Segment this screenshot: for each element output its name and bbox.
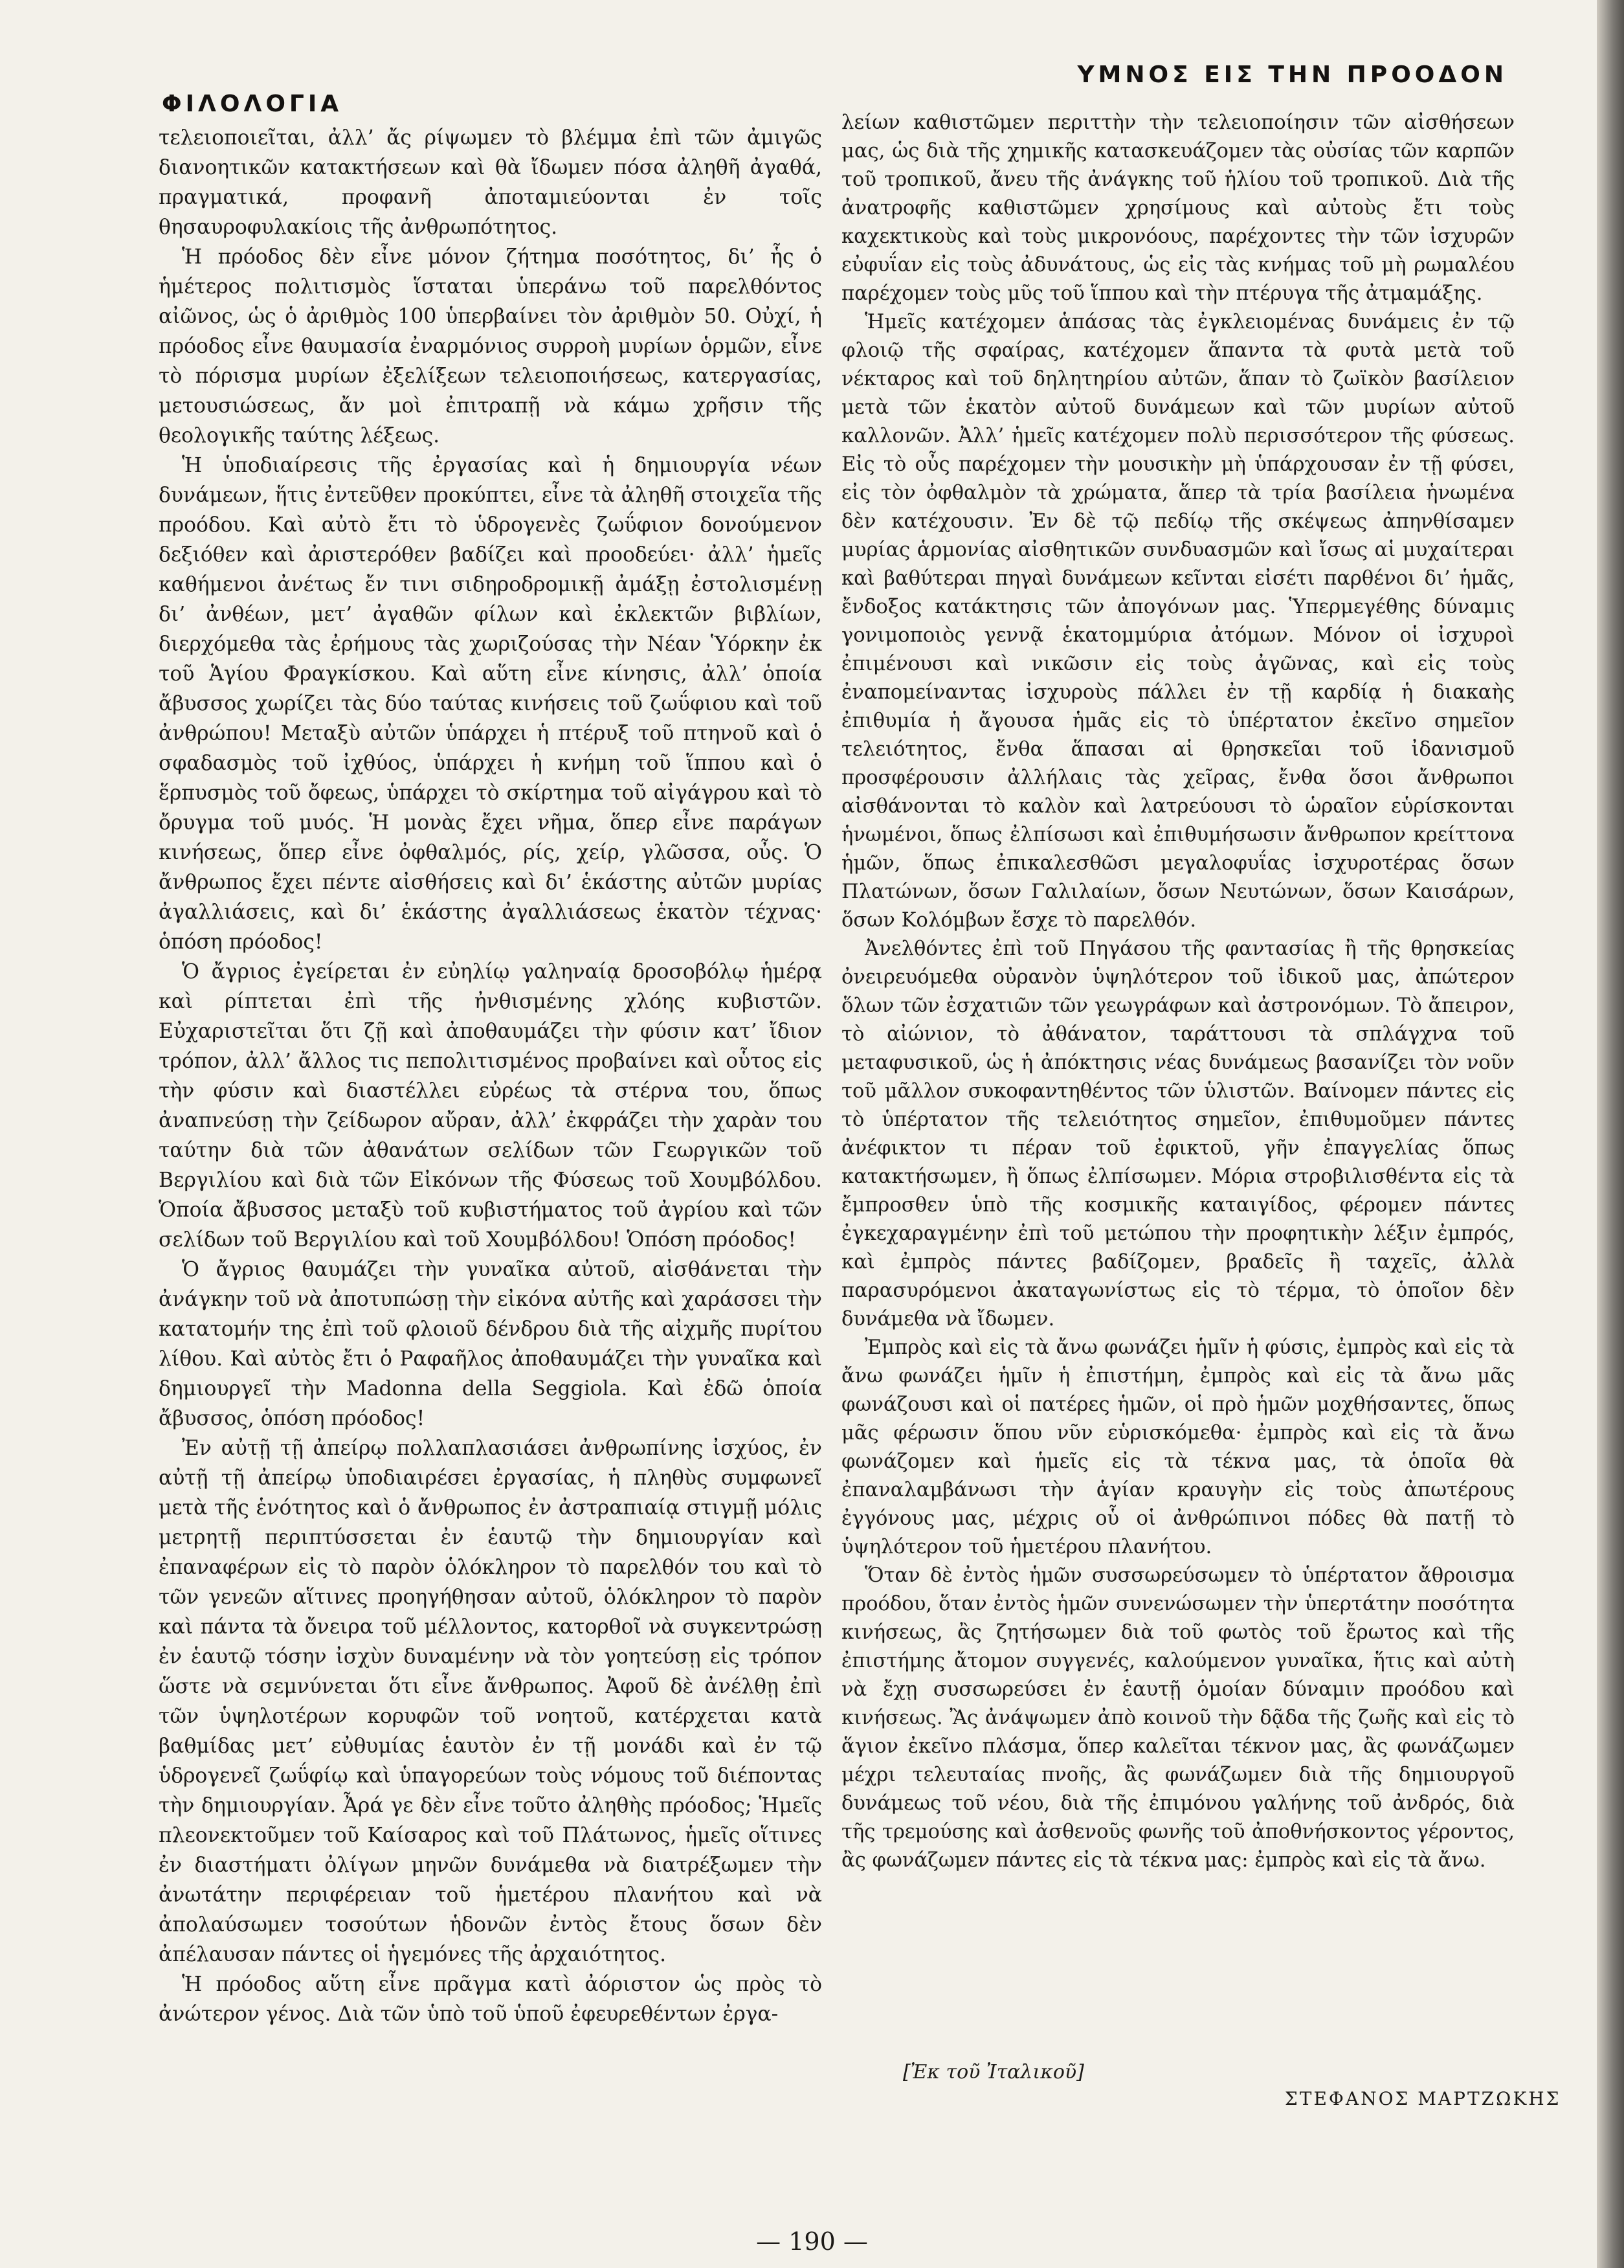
right-column [841, 109, 1515, 1875]
paragraph: Ἡ πρόοδος δὲν εἶνε μόνον ζήτημα ποσότητος, δι’ ἧς ὁ ἡμέτερος πολιτισμὸς ἵσταται ὑπεράνω τοῦ παρελθόντος αἰῶνος, ὡς ὁ ἀριθμὸς 100 ὑπερβαίνει τὸν ἀριθμὸν 50. Οὐχί, ἡ πρόοδος εἶνε θαυμασία ἐναρμόνιος συρροὴ μυρίων ὁρμῶν, εἶνε τὸ πόρισμα μυρίων ἐξελίξεων τελειοποιήσεως, κατεργασίας, μετουσιώσεως, ἄν μοὶ ἐπιτραπῇ νὰ κάμω χρῆσιν τῆς θεολογικῆς ταύτης λέξεως. [159, 245, 822, 447]
paragraph: Ὁ ἄγριος θαυμάζει τὴν γυναῖκα αὐτοῦ, αἰσθάνεται τὴν ἀνάγκην τοῦ νὰ ἀποτυπώσῃ τὴν εἰκόνα αὐτῆς καὶ χαράσσει τὴν κατατομήν της ἐπὶ τοῦ φλοιοῦ δένδρου διὰ τῆς αἰχμῆς πυρίτου λίθου. Καὶ αὐτὸς ἔτι ὁ Ραφαῆλος ἀποθαυμάζει τὴν γυναῖκα καὶ δημιουργεῖ τὴν Madonna della Seggiola. Καὶ ἐδῶ ὁποία ἄβυσσος, ὁπόση πρόοδος! [159, 1258, 822, 1430]
paragraph: Ἐν αὐτῇ τῇ ἀπείρῳ πολλαπλασιάσει ἀνθρωπίνης ἰσχύος, ἐν αὐτῇ τῇ ἀπείρῳ ὑποδιαιρέσει ἐργασίας, ἡ πληθὺς συμφωνεῖ μετὰ τῆς ἑνότητος καὶ ὁ ἄνθρωπος ἐν ἀστραπιαίᾳ στιγμῇ μόλις μετρητῇ περιπτύσσεται ἐν ἑαυτῷ τὴν δημιουργίαν καὶ ἐπαναφέρων εἰς τὸ παρὸν ὁλόκληρον τὸ παρελθόν του καὶ τὸ τῶν γενεῶν αἵτινες προηγήθησαν αὐτοῦ, ὁλόκληρον τὸ παρὸν καὶ πάντα τὰ ὄνειρα τοῦ μέλλοντος, κατορθοῖ νὰ συγκεντρώσῃ ἐν ἑαυτῷ τόσην ἰσχὺν δυναμένην νὰ τὸν γοητεύσῃ εἰς τρόπον ὥστε νὰ σεμνύνεται ὅτι εἶνε ἄνθρωπος. Ἀφοῦ δὲ ἀνέλθῃ ἐπὶ τῶν ὑψηλοτέρων κορυφῶν τοῦ νοητοῦ, κατέρχεται κατὰ βαθμίδας μετ’ εὐθυμίας ἑαυτὸν ἐν τῇ μονάδι καὶ ἐν τῷ ὑδρογενεῖ ζωΰφίῳ καὶ ὑπαγορεύων τοὺς νόμους τοῦ διέποντας τὴν δημιουργίαν. Ἆρά γε δὲν εἶνε τοῦτο ἀληθὴς πρόοδος; Ἡμεῖς πλεονεκτοῦμεν τοῦ Καίσαρος καὶ τοῦ Πλάτωνος, ἡμεῖς οἵτινες ἐν διαστήματι ὀλίγων μηνῶν δυνάμεθα νὰ διατρέξωμεν τὴν ἀνωτάτην περιφέρειαν τοῦ ἡμετέρου πλανήτου καὶ νὰ ἀπολαύσωμεν τοσούτων ἡδονῶν ἐντὸς ἔτους ὅσων δὲν ἀπέλαυσαν πάντες οἱ ἡγεμόνες τῆς ἀρχαιότητος. [159, 1437, 822, 1966]
paragraph: Ἡ πρόοδος αὕτη εἶνε πρᾶγμα κατὶ ἀόριστον ὡς πρὸς τὸ ἀνώτερον γένος. Διὰ τῶν ὑπὸ τοῦ ὑποῦ ἐφευρεθέντων ἐργα- [159, 1973, 822, 2026]
page-number: — 190 — [756, 2227, 868, 2256]
author-signature: ΣΤΕΦΑΝΟΣ ΜΑΡΤΖΩΚΗΣ [1285, 2088, 1561, 2109]
page-edge-shadow [1597, 0, 1624, 2268]
paragraph: Ἡμεῖς κατέχομεν ἁπάσας τὰς ἐγκλειομένας δυνάμεις ἐν τῷ φλοιῷ τῆς σφαίρας, κατέχομεν ἅπαντα τὰ φυτὰ μετὰ τοῦ νέκταρος καὶ τοῦ δηλητηρίου αὐτῶν, ἅπαν τὸ ζωϊκὸν βασίλειον μετὰ τῶν ἑκατὸν αὐτοῦ δυνάμεων καὶ τῶν μυρίων αὐτοῦ καλλονῶν. Ἀλλ’ ἡμεῖς κατέχομεν πολὺ περισσότερον τῆς φύσεως. Εἰς τὸ οὖς παρέχομεν τὴν μουσικὴν μὴ ὑπάρχουσαν ἐν τῇ φύσει, εἰς τὸν ὀφθαλμὸν τὰ χρώματα, ἅπερ τὰ τρία βασίλεια ἡνωμένα δὲν κατέχουσιν. Ἐν δὲ τῷ πεδίῳ τῆς σκέψεως ἀπηνθίσαμεν μυρίας ἁρμονίας αἰσθητικῶν συνδυασμῶν καὶ ἴσως αἱ μυχαίτεραι καὶ βαθύτεραι πηγαὶ δυνάμεων κεῖνται εἰσέτι παρθένοι δι’ ἡμᾶς, ἔνδοξος κατάκτησις τῶν ἀπογόνων μας. Ὑπερμεγέθης δύναμις γονιμοποιὸς γεννᾷ ἑκατομμύρια ἀτόμων. Μόνον οἱ ἰσχυροὶ ἐπιμένουσι καὶ νικῶσιν εἰς τοὺς ἀγῶνας, καὶ εἰς τοὺς ἐναπομείναντας ἰσχυροὺς πάλλει ἐν τῇ καρδίᾳ ἡ διακαὴς ἐπιθυμία ἡ ἄγουσα ἡμᾶς εἰς τὸ ὑπέρτατον ἐκεῖνο σημεῖον τελειότητος, ἔνθα ἅπασαι αἱ θρησκεῖαι τοῦ ἰδανισμοῦ προσφέρουσιν ἀλλήλαις τὰς χεῖρας, ἔνθα ὅσοι ἄνθρωποι αἰσθάνονται τὸ καλὸν καὶ λατρεύουσι τὸ ὡραῖον εὑρίσκονται ἡνωμένοι, ὅπως ἐλπίσωσι καὶ ἐπιθυμήσωσιν ἄνθρωπον κρείττονα ἡμῶν, ὅπως ἐπικαλεσθῶσι μεγαλοφυΐας ἰσχυροτέρας ὅσων Πλατώνων, ὅσων Γαλιλαίων, ὅσων Νευτώνων, ὅσων Καισάρων, ὅσων Κολόμβων ἔσχε τὸ παρελθόν. [841, 311, 1515, 932]
paragraph: Ἡ ὑποδιαίρεσις τῆς ἐργασίας καὶ ἡ δημιουργία νέων δυνάμεων, ἥτις ἐντεῦθεν προκύπτει, εἶνε τὰ ἀληθῆ στοιχεῖα τῆς προόδου. Καὶ αὐτὸ ἔτι τὸ ὑδρογενὲς ζωΰφιον δονούμενον δεξιόθεν καὶ ἀριστερόθεν βαδίζει καὶ προοδεύει· ἀλλ’ ἡμεῖς καθήμενοι ἀνέτως ἔν τινι σιδηροδρομικῇ ἀμάξῃ ἐστολισμένῃ δι’ ἀνθέων, μετ’ ἀγαθῶν φίλων καὶ ἐκλεκτῶν βιβλίων, διερχόμεθα τὰς ἐρήμους τὰς χωριζούσας τὴν Νέαν Ὑόρκην ἐκ τοῦ Ἁγίου Φραγκίσκου. Καὶ αὕτη εἶνε κίνησις, ἀλλ’ ὁποία ἄβυσσος χωρίζει τὰς δύο ταύτας κινήσεις τοῦ ζωΰφιου καὶ τοῦ ἀνθρώπου! Μεταξὺ αὐτῶν ὑπάρχει ἡ πτέρυξ τοῦ πτηνοῦ καὶ ὁ σφαδασμὸς τοῦ ἰχθύος, ὑπάρχει ἡ κνήμη τοῦ ἵππου καὶ ὁ ἕρπυσμὸς τοῦ ὄφεως, ὑπάρχει τὸ σκίρτημα τοῦ αἰγάγρου καὶ τὸ ὄρυγμα τοῦ μυός. Ἡ μονὰς ἔχει νῆμα, ὅπερ εἶνε παράγων κινήσεως, ὅπερ εἶνε ὀφθαλμός, ρίς, χείρ, γλῶσσα, οὖς. Ὁ ἄνθρωπος ἔχει πέντε αἰσθήσεις καὶ δι’ ἑκάστης αὐτῶν μυρίας ἀγαλλιάσεις, καὶ δι’ ἑκάστης ἀγαλλιάσεως ἑκατὸν τέχνας· ὁπόση πρόοδος! [159, 454, 822, 954]
source-note: [Ἐκ τοῦ Ἰταλικοῦ] [903, 2061, 1084, 2083]
paragraph: λείων καθιστῶμεν περιττὴν τὴν τελειοποίησιν τῶν αἰσθήσεων μας, ὡς διὰ τῆς χημικῆς κατασκευάζομεν τὰς οὐσίας τῶν καρπῶν τοῦ τροπικοῦ, ἄνευ τῆς ἀνάγκης τοῦ ἡλίου τοῦ τροπικοῦ. Διὰ τῆς ἀνατροφῆς καθιστῶμεν χρησίμους καὶ αὐτοὺς ἔτι τοὺς καχεκτικοὺς καὶ τοὺς μικρονόους, παρέχοντες τὴν τῶν ἰσχυρῶν εὐφυΐαν εἰς τοὺς ἀδυνάτους, ὡς εἰς τὰς κνήμας τοῦ μὴ ρωμαλέου παρέχομεν τοὺς μῦς τοῦ ἵππου καὶ τὴν πτέρυγα τῆς ἀτμαμάξης. [841, 111, 1515, 305]
paragraph: Ἐμπρὸς καὶ εἰς τὰ ἄνω φωνάζει ἡμῖν ἡ φύσις, ἐμπρὸς καὶ εἰς τὰ ἄνω φωνάζει ἡμῖν ἡ ἐπιστήμη, ἐμπρὸς καὶ εἰς τὰ ἄνω μᾶς φωνάζουσι καὶ οἱ πατέρες ἡμῶν, οἱ πρὸ ἡμῶν μοχθήσαντες, ὅπως μᾶς φέρωσιν ὅπου νῦν εὑρισκόμεθα· ἐμπρὸς καὶ εἰς τὰ ἄνω φωνάζομεν καὶ ἡμεῖς εἰς τὰ τέκνα μας, τὰ ὁποῖα θὰ ἐπαναλαμβάνωσι τὴν ἁγίαν κραυγὴν εἰς τοὺς ἀπωτέρους ἐγγόνους μας, μέχρις οὗ οἱ ἀνθρώπινοι πόδες θὰ πατῇ τὸ ὑψηλότερον τοῦ ἡμετέρου πλανήτου. [841, 1336, 1515, 1558]
running-head-left: ΦΙΛΟΛΟΓΙΑ [162, 91, 343, 117]
paragraph: Ἀνελθόντες ἐπὶ τοῦ Πηγάσου τῆς φαντασίας ἢ τῆς θρησκείας ὀνειρευόμεθα οὐρανὸν ὑψηλότερον τοῦ ἰδικοῦ μας, ἀπώτερον ὅλων τῶν ἐσχατιῶν τῶν γεωγράφων καὶ ἀστρονόμων. Τὸ ἄπειρον, τὸ αἰώνιον, τὸ ἀθάνατον, ταράττουσι τὰ σπλάγχνα τοῦ μεταφυσικοῦ, ὡς ἡ ἀπόκτησις νέας δυνάμεως βασανίζει τὸν νοῦν τοῦ μᾶλλον συκοφαντηθέντος τῶν ὑλιστῶν. Βαίνομεν πάντες εἰς τὸ ὑπέρτατον τῆς τελειότητος σημεῖον, ἐπιθυμοῦμεν πάντες ἀνέφικτον τι πέραν τοῦ ἐφικτοῦ, γῆν ἐπαγγελίας ὅπως κατακτήσωμεν, ἢ ὅπως ἐλπίσωμεν. Μόρια στροβιλισθέντα εἰς τὰ ἔμπροσθεν ὑπὸ τῆς κοσμικῆς καταιγίδος, φέρομεν πάντες ἐγκεχαραγμένην ἐπὶ τοῦ μετώπου τὴν προφητικὴν λέξιν ἐμπρός, καὶ ἐμπρὸς πάντες βαδίζομεν, βραδεῖς ἢ ταχεῖς, ἀλλὰ παρασυρόμενοι ἀκαταγωνίστως εἰς τὸ τέρμα, τὸ ὁποῖον δὲν δυνάμεθα νὰ ἴδωμεν. [841, 938, 1515, 1330]
paragraph: τελειοποιεῖται, ἀλλ’ ἄς ρίψωμεν τὸ βλέμμα ἐπὶ τῶν ἀμιγῶς διανοητικῶν κατακτήσεων καὶ θὰ ἴδωμεν πόσα ἀληθῆ ἀγαθά, πραγματικά, προφανῆ ἀποταμιεύονται ἐν τοῖς θησαυροφυλακίοις τῆς ἀνθρωπότητος. [159, 126, 822, 239]
running-head-right: ΥΜΝΟΣ ΕΙΣ ΤΗΝ ΠΡΟΟΔΟΝ [1077, 62, 1507, 88]
left-column [159, 123, 822, 2029]
paragraph: Ὅταν δὲ ἐντὸς ἡμῶν συσσωρεύσωμεν τὸ ὑπέρτατον ἄθροισμα προόδου, ὅταν ἐντὸς ἡμῶν συνενώσωμεν τὴν ὑπερτάτην ποσότητα κινήσεως, ἂς ζητήσωμεν διὰ τοῦ φωτὸς τοῦ ἔρωτος καὶ τῆς ἐπιστήμης ἄτομον συγγενές, καλούμενον γυναῖκα, ἥτις καὶ αὐτὴ νὰ ἔχῃ συσσωρεύσει ἐν ἑαυτῇ ὁμοίαν δύναμιν προόδου καὶ κινήσεως. Ἂς ἀνάψωμεν ἀπὸ κοινοῦ τὴν δᾷδα τῆς ζωῆς καὶ εἰς τὸ ἅγιον ἐκεῖνο πλάσμα, ὅπερ καλεῖται τέκνον μας, ἂς φωνάζωμεν μέχρι τελευταίας πνοῆς, ἂς φωνάζωμεν διὰ τῆς δημιουργοῦ δυνάμεως τοῦ νέου, διὰ τῆς ἐπιμόνου γαλήνης τοῦ ἀνδρός, διὰ τῆς τρεμούσης καὶ ἀσθενοῦς φωνῆς τοῦ ἀποθνήσκοντος γέροντος, ἂς φωνάζωμεν πάντες εἰς τὰ τέκνα μας: ἐμπρὸς καὶ εἰς τὰ ἄνω. [841, 1564, 1515, 1872]
paragraph: Ὁ ἄγριος ἐγείρεται ἐν εὐηλίῳ γαληναίᾳ δροσοβόλῳ ἡμέρᾳ καὶ ρίπτεται ἐπὶ τῆς ἠνθισμένης χλόης κυβιστῶν. Εὐχαριστεῖται ὅτι ζῇ καὶ ἀποθαυμάζει τὴν φύσιν κατ’ ἴδιον τρόπον, ἀλλ’ ἄλλος τις πεπολιτισμένος προβαίνει καὶ οὗτος εἰς τὴν φύσιν καὶ διαστέλλει εὐρέως τὰ στέρνα του, ὅπως ἀναπνεύσῃ τὴν ζείδωρον αὔραν, ἀλλ’ ἐκφράζει τὴν χαρὰν του ταύτην διὰ τῶν ἀθανάτων σελίδων τῶν Γεωργικῶν τοῦ Βεργιλίου καὶ διὰ τῶν Εἰκόνων τῆς Φύσεως τοῦ Χουμβόλδου. Ὁποία ἄβυσσος μεταξὺ τοῦ κυβιστήματος τοῦ ἀγρίου καὶ τῶν σελίδων τοῦ Βεργιλίου καὶ τοῦ Χουμβόλδου! Ὁπόση πρόοδος! [159, 960, 822, 1252]
